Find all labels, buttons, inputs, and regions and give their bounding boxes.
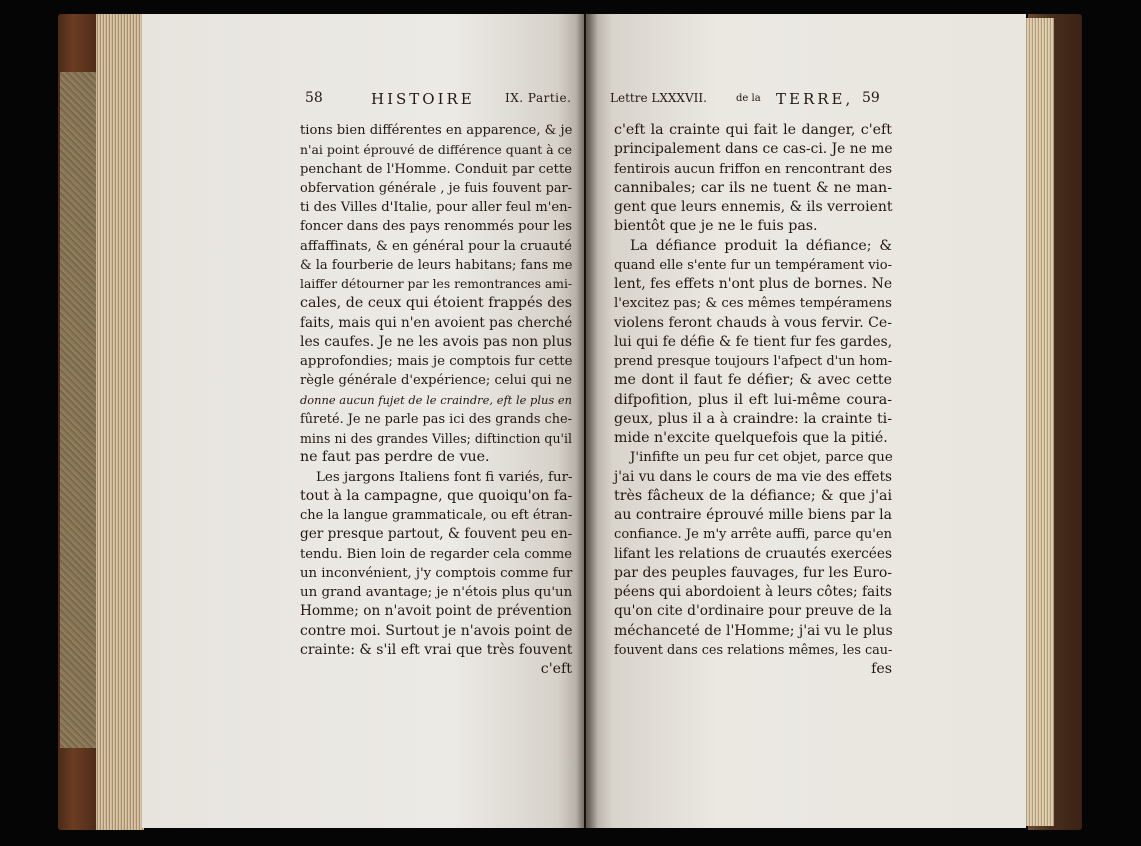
text-line: cales, de ceux qui étoient frappés des — [300, 295, 572, 312]
text-line: Homme; on n'avoit point de prévention — [300, 603, 572, 620]
text-line: & la fourberie de leurs habitans; fans me — [300, 257, 573, 273]
catchword: c'eft — [540, 661, 572, 677]
text-line: penchant de l'Homme. Conduit par cette — [300, 161, 572, 177]
text-line: au contraire éprouvé mille biens par la — [614, 507, 892, 523]
left-part-label: IX. Partie. — [505, 91, 572, 105]
right-letter-label: Lettre LXXXVII. — [610, 91, 707, 105]
left-marbled-board — [60, 72, 96, 748]
text-line: approfondies; mais je comptois fur cette — [300, 354, 573, 369]
text-line: gent que leurs ennemis, & ils verroient — [614, 199, 893, 215]
text-line: méchanceté de l'Homme; j'ai vu le plus — [614, 622, 893, 639]
text-line: lent, fes effets n'ont plus de bornes. Ne — [614, 276, 893, 292]
left-page-number: 58 — [305, 90, 323, 106]
catchword: fes — [871, 661, 892, 677]
text-line: tout à la campagne, que quoiqu'on fa- — [300, 487, 573, 504]
text-line: donne aucun fujet de le craindre, eft le plus en — [300, 392, 572, 407]
text-line: contre moi. Surtout je n'avois point de — [300, 622, 573, 639]
text-line: ne faut pas perdre de vue. — [300, 449, 490, 466]
text-line: faits, mais qui n'en avoient pas cherché — [300, 314, 573, 331]
text-line: un grand avantage; je n'étois plus qu'un — [300, 585, 573, 600]
text-line: n'ai point éprouvé de différence quant à ce — [300, 142, 572, 158]
text-line: obfervation générale , je fuis fouvent par- — [300, 180, 572, 196]
text-line: fouvent dans ces relations mêmes, les cau- — [614, 642, 893, 658]
left-page-text — [300, 121, 572, 679]
text-line: violens feront chauds à vous fervir. Ce- — [614, 314, 892, 331]
text-line: J'infifte un peu fur cet objet, parce que — [630, 450, 893, 466]
text-line: un inconvénient, j'y comptois comme fur — [300, 565, 573, 581]
text-line: Les jargons Italiens font fi variés, fur- — [316, 469, 573, 485]
text-line: les caufes. Je ne les avois pas non plus — [300, 333, 572, 350]
text-line: lifant les relations de cruautés exercées — [614, 545, 892, 562]
text-line: difpofition, plus il eft lui-même coura- — [614, 391, 892, 408]
text-line: che la langue grammaticale, ou eft étran- — [300, 508, 573, 523]
right-running-head: TERRE, — [776, 90, 854, 108]
text-line: l'excitez pas; & ces mêmes tempéramens — [614, 296, 892, 312]
text-line: fûreté. Je ne parle pas ici des grands che- — [300, 411, 572, 427]
book-gutter — [576, 14, 598, 828]
text-line: bientôt que je ne le fuis pas. — [614, 218, 818, 235]
text-line: très fâcheux de la défiance; & que j'ai — [614, 487, 892, 504]
right-running-prefix: de la — [736, 93, 761, 104]
text-line: tions bien différentes en apparence, & je — [300, 123, 573, 138]
text-line: par des peuples fauvages, fur les Euro- — [614, 564, 892, 581]
text-line: mins ni des grandes Villes; diftinction qu'il — [300, 431, 572, 446]
text-line: geux, plus il a à craindre: la crainte ti- — [614, 410, 892, 427]
text-line: crainte: & s'il eft vrai que très fouvent — [300, 641, 573, 658]
text-line: tendu. Bien loin de regarder cela comme — [300, 546, 572, 562]
text-line: règle générale d'expérience; celui qui ne — [300, 373, 572, 389]
text-line: ti des Villes d'Italie, pour aller feul m'en- — [300, 200, 572, 215]
text-line: prend presque toujours l'afpect d'un hom- — [614, 354, 893, 369]
left-page-edges — [96, 14, 144, 830]
text-line: fentirois aucun friffon en rencontrant des — [614, 161, 892, 177]
text-line: ger presque partout, & fouvent peu en- — [300, 526, 573, 543]
text-line: lui qui fe défie & fe tient fur fes gardes, — [614, 333, 893, 350]
right-page-number: 59 — [862, 90, 880, 106]
left-running-head: HISTOIRE — [371, 90, 475, 108]
text-line: j'ai vu dans le cours de ma vie des effets — [614, 468, 892, 485]
text-line: quand elle s'ente fur un tempérament vio- — [614, 257, 892, 273]
text-line: laiffer détourner par les remontrances ami- — [300, 277, 573, 291]
text-line: me dont il faut fe défier; & avec cette — [614, 372, 892, 389]
text-line: affaffinats, & en général pour la cruauté — [300, 238, 572, 254]
left-page-header — [305, 90, 573, 110]
text-line: principalement dans ce cas-ci. Je ne me — [614, 141, 893, 158]
text-line: c'eft la crainte qui fait le danger, c'eft — [614, 122, 892, 138]
text-line: péens qui abordoient à leurs côtes; faits — [614, 584, 893, 600]
text-line: cannibales; car ils ne tuent & ne man- — [614, 179, 892, 196]
right-page-text — [614, 121, 892, 679]
text-line: confiance. Je m'y arrête auffi, parce qu'en — [614, 527, 892, 543]
text-line: La défiance produit la défiance; & — [630, 237, 892, 254]
right-page-header — [610, 90, 880, 110]
text-line: mide n'excite quelquefois que la pitié. — [614, 430, 888, 446]
text-line: qu'on cite d'ordinaire pour preuve de la — [614, 603, 892, 620]
right-page-edges — [1022, 18, 1054, 826]
text-line: foncer dans des pays renommés pour les — [300, 219, 572, 235]
